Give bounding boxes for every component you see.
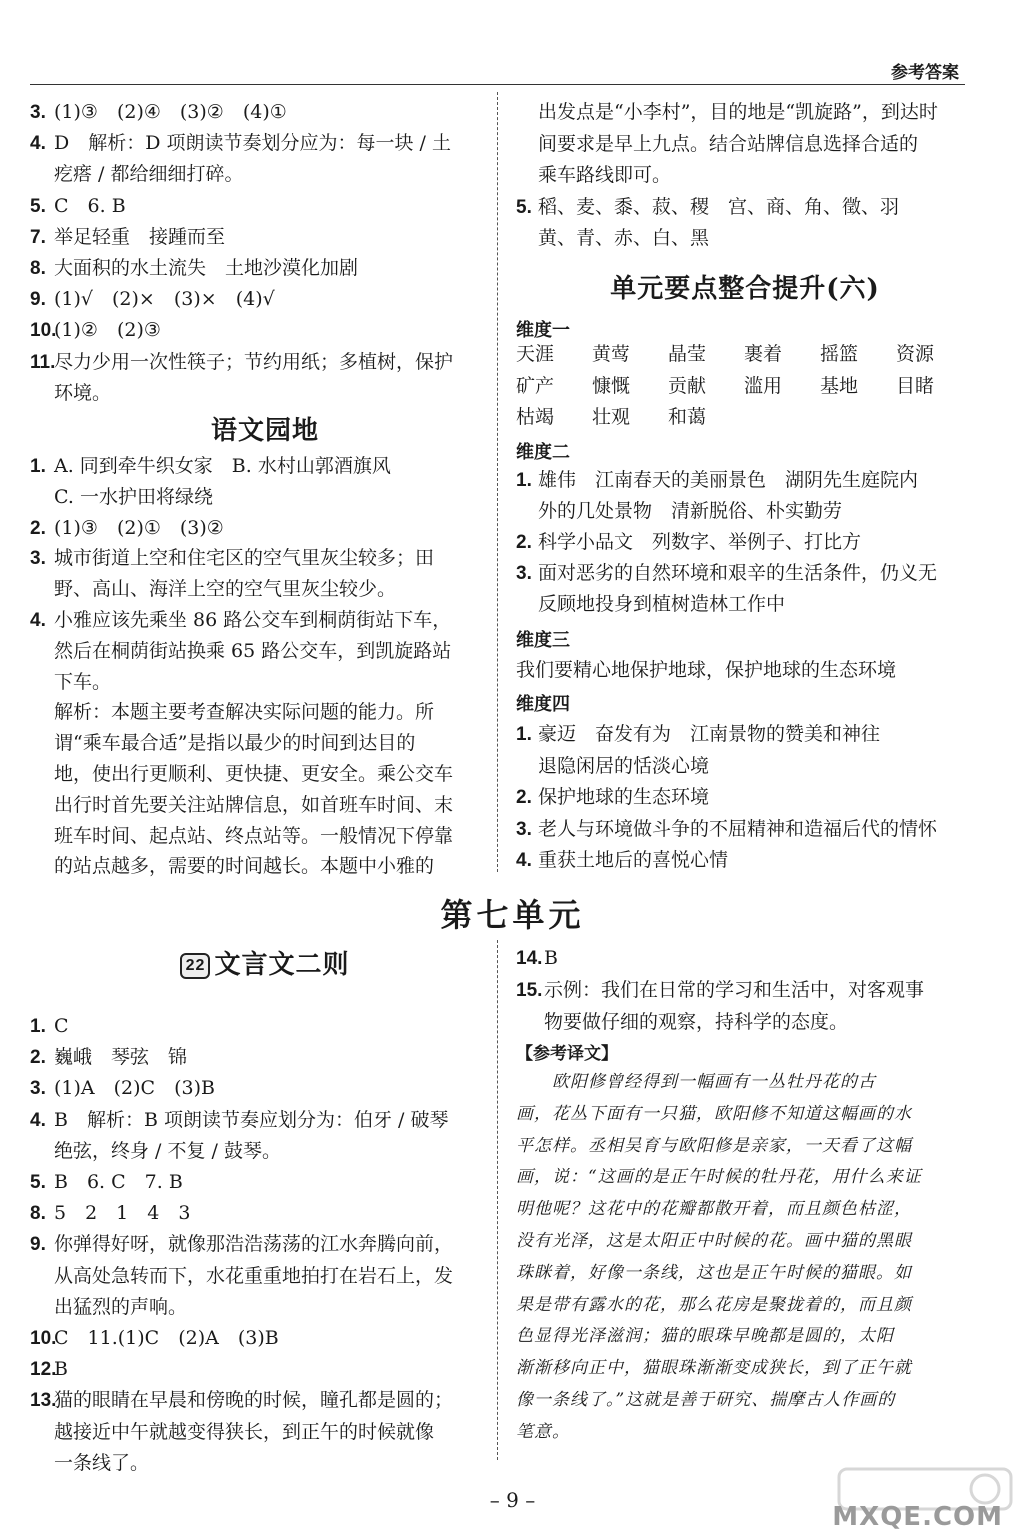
answer-number: 5.	[30, 1172, 46, 1193]
text-line: 果是带有露水的花，那么花房是聚拢着的，而且颜	[516, 1294, 912, 1315]
answer-number: 10.	[30, 1328, 57, 1349]
answer-text: 科学小品文 列数字、举例子、打比方	[538, 531, 862, 553]
answer-text: (1)② (2)③	[54, 319, 161, 342]
answer-line	[516, 559, 937, 588]
column-divider-bottom	[497, 940, 498, 1460]
dimension-label-2: 维度二	[516, 442, 570, 463]
answer-text: D 解析：D 项朗读节奏划分应为：每一块 / 土	[54, 132, 451, 155]
page-number: – 9 –	[489, 1488, 536, 1512]
answer-line	[516, 752, 709, 780]
answer-text: 环境。	[54, 381, 112, 404]
answer-text: 保护地球的生态环境	[538, 786, 710, 808]
answer-text: (1)A (2)C (3)B	[54, 1077, 215, 1100]
answer-text: 的站点越多，需要的时间越长。本题中小雅的	[54, 855, 435, 878]
answer-text: B	[54, 1358, 68, 1381]
text-line: 色显得光泽滋润；猫的眼珠早晚都是圆的，太阳	[516, 1326, 894, 1347]
answer-line	[516, 497, 842, 525]
answer-line	[516, 528, 861, 557]
answer-text: 稻、麦、黍、菽、稷 宫、商、角、徵、羽	[538, 195, 900, 218]
answer-line	[516, 193, 899, 222]
watermark-text: MXQE.COM	[832, 1502, 1003, 1532]
answer-line	[30, 544, 434, 573]
dimension-label-4: 维度四	[516, 694, 570, 715]
answer-text: 然后在桐荫街站换乘 65 路公交车，到凯旋路站	[54, 639, 452, 662]
header-rule	[30, 84, 965, 85]
translation-label: 【参考译文】	[516, 1044, 618, 1064]
answer-line	[30, 160, 243, 188]
answer-line	[30, 1168, 183, 1197]
text-line: 天涯 黄莺 晶莹 裹着 摇篮 资源	[516, 343, 935, 365]
answer-line	[30, 1043, 187, 1072]
answer-line	[30, 1355, 68, 1384]
text-line: 画，说：“这画的是正午时候的牡丹花，用什么来证	[516, 1167, 922, 1188]
answer-line	[30, 1106, 448, 1135]
answer-line	[30, 1418, 434, 1446]
answer-number: 13.	[30, 1390, 57, 1412]
answer-number: 9.	[30, 1234, 46, 1256]
answer-text: 出行时首先要关注站牌信息，如首班车时间、末	[54, 793, 454, 816]
lesson-number-badge: 22	[180, 953, 210, 979]
answer-text: 大面积的水土流失 土地沙漠化加剧	[54, 257, 359, 279]
answer-line	[30, 606, 451, 635]
text-line: 枯竭 壮观 和蔼	[516, 406, 707, 428]
answer-line	[30, 822, 453, 850]
answer-text: B 6. C 7. B	[54, 1171, 183, 1193]
answer-number: 15.	[516, 980, 543, 1001]
answer-text: 谓“乘车最合适”是指以最少的时间到达目的	[54, 732, 416, 755]
dimension-label-3: 维度三	[516, 630, 570, 651]
answer-number: 3.	[516, 818, 532, 840]
answer-text: 乘车路线即可。	[538, 164, 672, 186]
answer-line	[516, 130, 918, 158]
answer-line	[516, 976, 924, 1005]
answer-text: 面对恶劣的自然环境和艰辛的生活条件，仍义无	[538, 562, 938, 584]
answer-line	[516, 1008, 848, 1036]
answer-line	[30, 1199, 190, 1228]
answer-text: (1)③ (2)④ (3)② (4)①	[54, 101, 287, 123]
answer-line	[30, 1012, 69, 1041]
answer-text: 豪迈 奋发有为 江南景物的赞美和神往	[538, 723, 881, 745]
answer-number: 3.	[516, 563, 532, 584]
column-divider-top	[497, 92, 498, 872]
answer-line	[30, 1449, 149, 1477]
answer-number: 4.	[30, 133, 46, 155]
answer-number: 7.	[30, 226, 46, 248]
text-line: 明他呢？这花中的花瓣都散开着，而且颜色枯涩，	[516, 1199, 912, 1220]
dimension-label-1: 维度一	[516, 320, 570, 341]
answer-line	[516, 815, 937, 844]
text-line: 没有光泽，这是太阳正中时候的花。画中猫的黑眼	[516, 1231, 912, 1251]
answer-line	[516, 161, 671, 189]
answer-text: (1)√ (2)× (3)× (4)√	[54, 288, 275, 311]
answer-text: 小雅应该先乘坐 86 路公交车到桐荫街站下车，	[54, 609, 452, 631]
answer-number: 2.	[30, 517, 46, 539]
text-line: 渐渐移向正中，猫眼珠渐渐变成狭长，到了正午就	[516, 1358, 912, 1379]
answer-line	[30, 698, 434, 726]
answer-text: 从高处急转而下，水花重重地拍打在岩石上，发	[54, 1264, 454, 1287]
answer-line	[516, 720, 880, 749]
answer-line	[30, 129, 451, 158]
answer-line	[516, 846, 728, 875]
answer-number: 12.	[30, 1359, 57, 1381]
answer-number: 3.	[30, 1078, 46, 1100]
answer-text: 重获土地后的喜悦心情	[538, 849, 729, 871]
answer-text: A. 同到牵牛织女家 B. 水村山郭酒旗风	[54, 455, 391, 477]
answer-text: C 6. B	[54, 194, 126, 217]
text-line: 矿产 慷慨 贡献 滥用 基地 目睹	[516, 374, 935, 397]
answer-text: 反顾地投身到植树造林工作中	[538, 593, 786, 615]
answer-text: 疙瘩 / 都给细细打碎。	[54, 163, 244, 186]
answer-text: 外的几处景物 清新脱俗、朴实勤劳	[538, 500, 843, 522]
text-line: 珠眯着，好像一条线，这也是正午时候的猫眼。如	[516, 1262, 912, 1283]
answer-text: B	[544, 947, 558, 969]
answer-line	[30, 285, 275, 314]
lesson-title-text: 文言文二则	[214, 950, 350, 980]
answer-text: 越接近中午就越变得狭长，到正午的时候就像	[54, 1420, 435, 1443]
answer-number: 1.	[516, 470, 532, 491]
answer-line	[30, 637, 451, 665]
answer-line	[30, 223, 225, 252]
answer-line	[516, 590, 785, 618]
answer-text: 退隐闲居的恬淡心境	[538, 754, 710, 777]
answer-line	[30, 1074, 215, 1103]
answer-line	[30, 192, 126, 221]
answer-text: 老人与环境做斗争的不屈精神和造福后代的情怀	[538, 817, 938, 840]
answer-line	[30, 514, 224, 543]
answer-line	[30, 791, 453, 819]
answer-text: 野、高山、海洋上空的空气里灰尘较少。	[54, 578, 397, 601]
answer-text: 示例：我们在日常的学习和生活中，对客观事	[544, 979, 925, 1001]
answer-text: 5 2 1 4 3	[54, 1202, 191, 1225]
answer-number: 3.	[30, 548, 46, 570]
answer-text: 地，使出行更顺利、更快捷、更安全。乘公交车	[54, 763, 454, 785]
answer-text: 雄伟 江南春天的美丽景色 湖阴先生庭院内	[538, 469, 919, 491]
answer-number: 5.	[30, 195, 46, 217]
answer-line	[30, 379, 111, 407]
answer-text: 猫的眼睛在早晨和傍晚的时候，瞳孔都是圆的；	[54, 1389, 454, 1412]
answer-line	[30, 1230, 453, 1259]
answer-text: C. 一水护田将绿绕	[54, 485, 213, 508]
answer-text: (1)③ (2)① (3)②	[54, 516, 224, 539]
answer-line	[30, 1262, 453, 1290]
answer-number: 9.	[30, 289, 46, 311]
text-line: 笔意。	[516, 1421, 570, 1442]
answer-line	[30, 668, 111, 696]
answer-number: 8.	[30, 258, 46, 279]
answer-number: 8.	[30, 1203, 46, 1225]
answer-text: 间要求是早上九点。结合站牌信息选择合适的	[538, 132, 919, 155]
answer-number: 2.	[516, 532, 532, 553]
answer-text: 绝弦，终身 / 不复 / 鼓琴。	[54, 1139, 281, 1162]
answer-number: 1.	[30, 1016, 46, 1037]
answer-text: 班车时间、起点站、终点站等。一般情况下停靠	[54, 824, 454, 847]
answer-text: C	[54, 1015, 69, 1037]
answer-text: 一条线了。	[54, 1451, 150, 1474]
answer-text: 出猛烈的声响。	[54, 1295, 188, 1318]
answer-line	[30, 254, 358, 283]
text-line: 画，花丛下面有一只猫，欧阳修不知道这幅画的水	[516, 1103, 912, 1124]
answer-line	[516, 466, 918, 495]
answer-text: 城市街道上空和住宅区的空气里灰尘较多；田	[54, 547, 435, 570]
answer-number: 2.	[516, 787, 532, 808]
answer-number: 4.	[516, 850, 532, 871]
answer-line	[30, 98, 287, 127]
answer-text: B 解析：B 项朗读节奏应划分为：伯牙 / 破琴	[54, 1108, 449, 1131]
section-title-yuwen: 语文园地	[210, 416, 319, 446]
answer-text: 下车。	[54, 670, 112, 693]
answer-number: 4.	[30, 610, 46, 631]
section-title-unit6: 单元要点整合提升(六)	[610, 274, 880, 304]
answer-number: 14.	[516, 948, 543, 969]
answer-line	[516, 783, 709, 812]
answer-number: 5.	[516, 196, 532, 218]
answer-line	[30, 729, 415, 757]
answer-text: 你弹得好呀，就像那浩浩荡荡的江水奔腾向前，	[54, 1233, 454, 1256]
answer-number: 3.	[30, 102, 46, 123]
answer-line	[30, 1386, 453, 1415]
answer-number: 11.	[30, 351, 56, 373]
answer-line	[30, 575, 396, 603]
answer-line	[30, 1293, 187, 1321]
answer-text: 物要做仔细的观察，持科学的态度。	[544, 1011, 849, 1033]
answer-number: 1.	[516, 724, 532, 745]
answer-line	[30, 483, 213, 511]
answer-line	[30, 760, 453, 788]
answer-line	[30, 1324, 279, 1353]
answer-text: 尽力少用一次性筷子；节约用纸；多植树，保护	[54, 350, 454, 373]
unit-title: 第七单元	[440, 896, 585, 934]
answer-line	[30, 452, 391, 481]
answer-text: 出发点是“小李村”，目的地是“凯旋路”，到达时	[538, 101, 938, 123]
answer-line	[30, 348, 453, 377]
answer-number: 1.	[30, 456, 46, 477]
lesson-title	[30, 944, 500, 981]
dimension-3-text: 我们要精心地保护地球，保护地球的生态环境	[516, 659, 897, 681]
answer-text: 解析：本题主要考查解决实际问题的能力。所	[54, 701, 435, 724]
text-line: 平怎样。丞相吴育与欧阳修是亲家，一天看了这幅	[516, 1135, 912, 1156]
answer-number: 10.	[30, 320, 57, 342]
answer-number: 4.	[30, 1109, 46, 1131]
answer-line	[30, 1137, 281, 1165]
text-line: 像一条线了。”这就是善于研究、揣摩古人作画的	[516, 1390, 896, 1410]
answer-line	[516, 224, 709, 252]
answer-line	[516, 944, 558, 973]
answer-line	[30, 852, 434, 880]
answer-line	[516, 98, 938, 126]
answer-text: 黄、青、赤、白、黑	[538, 227, 710, 249]
header-label: 参考答案	[891, 63, 959, 83]
answer-number: 2.	[30, 1047, 46, 1069]
answer-line	[30, 316, 161, 345]
answer-text: C 11.(1)C (2)A (3)B	[54, 1327, 279, 1349]
text-line: 欧阳修曾经得到一幅画有一丛牡丹花的古	[516, 1072, 876, 1092]
answer-text: 举足轻重 接踵而至	[54, 225, 226, 248]
answer-text: 巍峨 琴弦 锦	[54, 1046, 188, 1069]
